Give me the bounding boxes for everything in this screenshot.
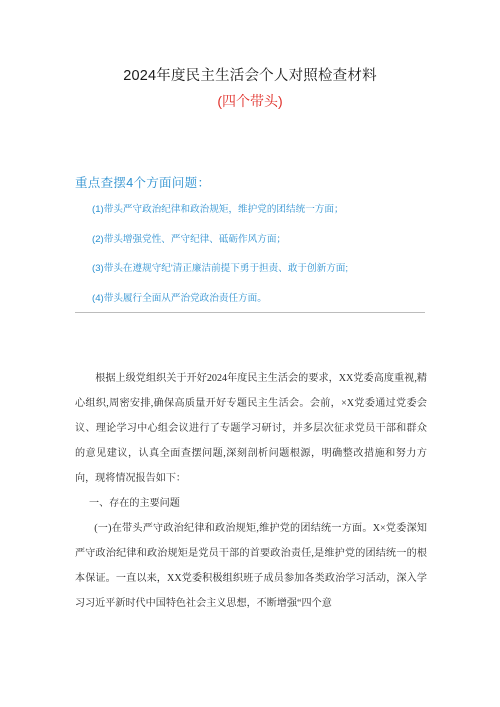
subsection-paragraph: (一)在带头严守政治纪律和政治规矩,维护党的团结统一方面。X×党委深知严守政治纪律和政治规矩是党员干部的首要政治责任,是维护党的团结统一的根本保证。一直以来，XX党委积极组织班子成员参加各类政治学习活动，深入学习习近平新时代中国特色社会主义思想，不断增强“四个意 (75, 523, 427, 609)
focus-item: (2)带头增强党性、严守纪律、砥砺作风方面； (92, 233, 287, 245)
document-body (75, 366, 427, 616)
intro-paragraph: 根据上级党组织关于开好2024年度民主生活会的要求，XX党委高度重视,精心组织,周密安排,确保高质量开好专题民主生活会。会前，×X党委通过党委会议、理论学习中心组会议进行了专题学习研讨，并多层次征求党员干部和群众的意见建议，认真全面查摆问题,深刻剖析问题根源，明确整改措施和努力方向，现将情况报告如下： (75, 373, 427, 484)
focus-list (92, 203, 348, 321)
section-heading: 一、存在的主要问题 (89, 498, 180, 509)
section-divider (75, 312, 425, 313)
focus-heading: 重点查摆4个方面问题： (75, 176, 211, 190)
focus-item: (1)带头严守政治纪律和政治规矩，维护党的团结统一方面； (92, 204, 344, 215)
focus-item: (3)带头在遵规守纪'清正廉洁前提下勇于担责、敢于创新方面; (92, 263, 349, 274)
document-subtitle: (四个带头) (217, 93, 283, 109)
document-title: 2024年度民主生活会个人对照检查材料 (123, 68, 377, 84)
focus-item: (4)带头履行全面从严治党政治责任方面。 (92, 292, 267, 304)
